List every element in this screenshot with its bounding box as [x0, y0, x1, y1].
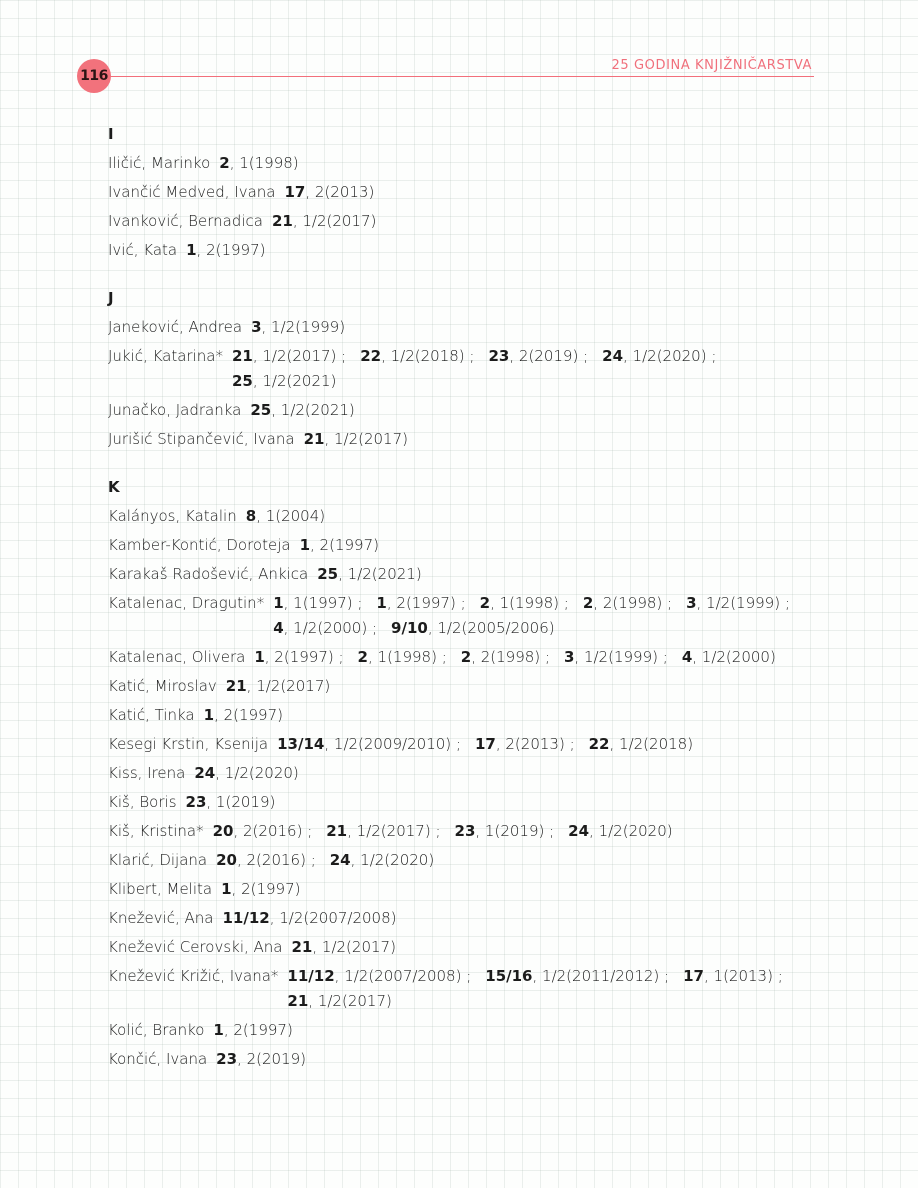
volume-number: 13/14 [277, 735, 325, 753]
index-entry [108, 875, 828, 904]
volume-number: 21 [326, 822, 348, 840]
volume-number: 21 [287, 992, 309, 1010]
author-name: Kiš, Boris [108, 793, 177, 811]
issue-detail: , 1/2(1999) ; [574, 648, 668, 666]
index-entry [108, 207, 828, 236]
author-name: Kiš, Kristina* [108, 822, 204, 840]
volume-number: 2 [357, 648, 368, 666]
issue-detail: , 2(1997) [223, 1021, 293, 1039]
index-entry [108, 1016, 828, 1045]
issue-detail: , 1/2(2021) [252, 372, 337, 390]
issue-detail: , 2(1998) ; [593, 594, 673, 612]
issue-detail: , 1/2(2017) ; [347, 822, 441, 840]
index-entry [108, 425, 828, 454]
reference-line [300, 531, 379, 560]
issue-detail: , 2(1997) [231, 880, 301, 898]
issue-detail: , 1/2(2000) ; [283, 619, 378, 637]
index-entry [108, 701, 828, 730]
volume-number: 2 [460, 648, 472, 666]
reference-line [292, 933, 396, 962]
issue-detail: , 1/2(1999) ; [696, 594, 790, 612]
issue-detail: , 2(1998) ; [471, 648, 550, 666]
issue-detail: , 2(1997) [196, 241, 266, 259]
section-letter: K [108, 478, 120, 496]
issue-detail: , 1/2(1999) [261, 318, 346, 336]
section-letter: I [108, 125, 114, 143]
volume-number: 23 [185, 793, 207, 811]
volume-number: 21 [303, 430, 325, 448]
author-name: Iličić, Marinko [108, 154, 211, 172]
volume-number: 21 [291, 938, 313, 956]
issue-detail: , 1/2(2020) ; [623, 347, 717, 365]
index-entry [108, 560, 828, 589]
volume-number: 3 [563, 648, 575, 666]
issue-detail: , 2(2016) ; [233, 822, 313, 840]
issue-detail: , 1(2019) [206, 793, 276, 811]
volume-number: 24 [194, 764, 216, 782]
issue-detail: , 1/2(2000) [692, 648, 776, 666]
volume-number: 23 [488, 347, 510, 365]
issue-detail: , 1(2013) ; [703, 967, 783, 985]
issue-detail: , 2(1997) ; [264, 648, 344, 666]
author-name: Katalenac, Dragutin* [108, 594, 265, 612]
author-index [108, 120, 828, 1074]
issue-detail: , 1/2(2005/2006) [427, 619, 555, 637]
volume-number: 21 [225, 677, 247, 695]
issue-detail: , 2(1997) [310, 536, 379, 554]
volume-number: 3 [686, 594, 697, 612]
volume-number: 25 [250, 401, 272, 419]
index-entry [108, 933, 828, 962]
reference-line [317, 560, 421, 589]
reference-line [222, 904, 396, 933]
page-number-badge: 116 [77, 59, 111, 93]
index-entry [108, 672, 828, 701]
author-name: Jurišić Stipančević, Ivana [108, 430, 295, 448]
volume-number: 23 [454, 822, 476, 840]
reference-line [213, 817, 673, 846]
author-name: Katić, Miroslav [108, 677, 217, 695]
reference-line [186, 236, 265, 265]
volume-number: 20 [216, 851, 237, 869]
index-entry [108, 730, 828, 759]
volume-number: 8 [245, 507, 257, 525]
author-name: Klarić, Dijana [108, 851, 208, 869]
reference-line [194, 759, 298, 788]
volume-number: 23 [216, 1050, 238, 1068]
volume-number: 9/10 [391, 619, 428, 637]
issue-detail: , 2(1997) [214, 706, 283, 724]
issue-detail: , 2(2019) [237, 1050, 307, 1068]
issue-detail: , 1/2(2020) [350, 851, 435, 869]
volume-number: 11/12 [287, 967, 335, 985]
volume-number: 1 [273, 594, 284, 612]
volume-number: 1 [203, 706, 215, 724]
author-name: Kesegi Krstin, Ksenija [108, 735, 269, 753]
volume-number: 21 [271, 212, 293, 230]
issue-detail: , 1/2(2011/2012) ; [532, 967, 670, 985]
volume-number: 3 [251, 318, 262, 336]
reference-line [216, 846, 434, 875]
issue-detail: , 2(2013) [305, 183, 375, 201]
volume-number: 1 [376, 594, 387, 612]
index-section [108, 473, 828, 1074]
volume-number: 21 [231, 347, 253, 365]
index-entry [108, 342, 828, 396]
author-name: Knežević Križić, Ivana* [108, 967, 279, 985]
author-name: Ivanković, Bernadica [108, 212, 263, 230]
index-entry [108, 313, 828, 342]
volume-number: 15/16 [485, 967, 533, 985]
author-name: Karakaš Radošević, Ankica [108, 565, 309, 583]
issue-detail: , 2(2019) ; [509, 347, 589, 365]
volume-number: 2 [582, 594, 594, 612]
reference-line [277, 730, 693, 759]
author-name: Jukić, Katarina* [108, 347, 223, 365]
volume-number: 17 [284, 183, 306, 201]
index-entry [108, 643, 828, 672]
volume-number: 1 [299, 536, 311, 554]
issue-detail: , 1/2(2018) ; [381, 347, 475, 365]
volume-number: 1 [254, 648, 265, 666]
issue-detail: , 1(1998) ; [367, 648, 447, 666]
volume-number: 1 [186, 241, 197, 259]
header-rule [96, 76, 814, 77]
issue-detail: , 2(1997) ; [386, 594, 466, 612]
volume-number: 22 [588, 735, 610, 753]
issue-detail: , 1/2(2007/2008) ; [334, 967, 472, 985]
volume-number: 24 [602, 347, 624, 365]
issue-detail: , 1/2(2021) [338, 565, 422, 583]
reference-line [186, 788, 276, 817]
reference-line [246, 502, 325, 531]
issue-detail: , 2(2013) ; [495, 735, 575, 753]
index-entry [108, 788, 828, 817]
author-name: Katalenac, Olivera [108, 648, 246, 666]
volume-number: 4 [273, 619, 284, 637]
index-entry [108, 178, 828, 207]
author-name: Ivić, Kata [108, 241, 178, 259]
author-name: Janeković, Andrea [108, 318, 243, 336]
issue-detail: , 1/2(2007/2008) [269, 909, 397, 927]
index-entry [108, 396, 828, 425]
issue-detail: , 1(1998) ; [490, 594, 569, 612]
volume-number: 24 [568, 822, 590, 840]
volume-number: 25 [317, 565, 339, 583]
reference-line [284, 178, 374, 207]
issue-detail: , 1/2(2017) [246, 677, 331, 695]
reference-line [251, 313, 345, 342]
issue-detail: , 1/2(2017) [292, 212, 377, 230]
index-entry [108, 502, 828, 531]
author-name: Knežević Cerovski, Ana [108, 938, 283, 956]
volume-number: 11/12 [222, 909, 270, 927]
reference-line [219, 149, 298, 178]
issue-detail: , 1/2(2018) [609, 735, 694, 753]
author-name: Katić, Tinka [108, 706, 195, 724]
reference-line [213, 1016, 292, 1045]
author-name: Kiss, Irena [108, 764, 186, 782]
issue-detail: , 1/2(2020) [215, 764, 299, 782]
index-entry [108, 817, 828, 846]
index-entry [108, 846, 828, 875]
issue-detail: , 1(2019) ; [475, 822, 555, 840]
issue-detail: , 1/2(2017) [308, 992, 392, 1010]
index-section [108, 284, 828, 454]
volume-number: 20 [212, 822, 234, 840]
index-entry [108, 904, 828, 933]
index-entry [108, 962, 828, 1016]
reference-line [254, 643, 775, 672]
issue-detail: , 2(2016) ; [236, 851, 316, 869]
issue-detail: , 1/2(2020) [589, 822, 673, 840]
issue-detail: , 1/2(2017) [324, 430, 408, 448]
index-entry [108, 1045, 828, 1074]
reference-line [226, 672, 330, 701]
reference-line [221, 875, 300, 904]
index-entry [108, 236, 828, 265]
volume-number: 4 [681, 648, 693, 666]
volume-number: 2 [219, 154, 230, 172]
author-name: Junačko, Jadranka [108, 401, 242, 419]
reference-line [273, 614, 790, 643]
author-name: Klibert, Melita [108, 880, 213, 898]
reference-line [216, 1045, 306, 1074]
volume-number: 22 [360, 347, 382, 365]
volume-number: 17 [683, 967, 704, 985]
reference-line [250, 396, 354, 425]
volume-number: 1 [213, 1021, 224, 1039]
volume-number: 25 [231, 372, 253, 390]
reference-line [304, 425, 408, 454]
reference-line [232, 367, 716, 396]
index-entry [108, 531, 828, 560]
issue-detail: , 1/2(2021) [271, 401, 355, 419]
issue-detail: , 1(1997) ; [283, 594, 363, 612]
index-entry [108, 759, 828, 788]
volume-number: 1 [221, 880, 232, 898]
reference-line [272, 207, 376, 236]
author-name: Kamber-Kontić, Doroteja [108, 536, 291, 554]
author-name: Knežević, Ana [108, 909, 214, 927]
section-letter: J [108, 289, 114, 307]
author-name: Kolić, Branko [108, 1021, 205, 1039]
issue-detail: , 1/2(2017) [312, 938, 396, 956]
index-section [108, 120, 828, 265]
volume-number: 24 [329, 851, 351, 869]
issue-detail: , 1(2004) [256, 507, 326, 525]
author-name: Končić, Ivana [108, 1050, 208, 1068]
volume-number: 2 [479, 594, 491, 612]
index-entry [108, 149, 828, 178]
issue-detail: , 1(1998) [229, 154, 299, 172]
author-name: Kalányos, Katalin [108, 507, 237, 525]
issue-detail: , 1/2(2017) ; [252, 347, 347, 365]
reference-line [287, 987, 782, 1016]
index-entry [108, 589, 828, 643]
running-title: 25 GODINA KNJIŽNIČARSTVA [611, 58, 812, 73]
issue-detail: , 1/2(2009/2010) ; [324, 735, 461, 753]
volume-number: 17 [474, 735, 496, 753]
author-name: Ivančić Medved, Ivana [108, 183, 276, 201]
reference-line [204, 701, 283, 730]
